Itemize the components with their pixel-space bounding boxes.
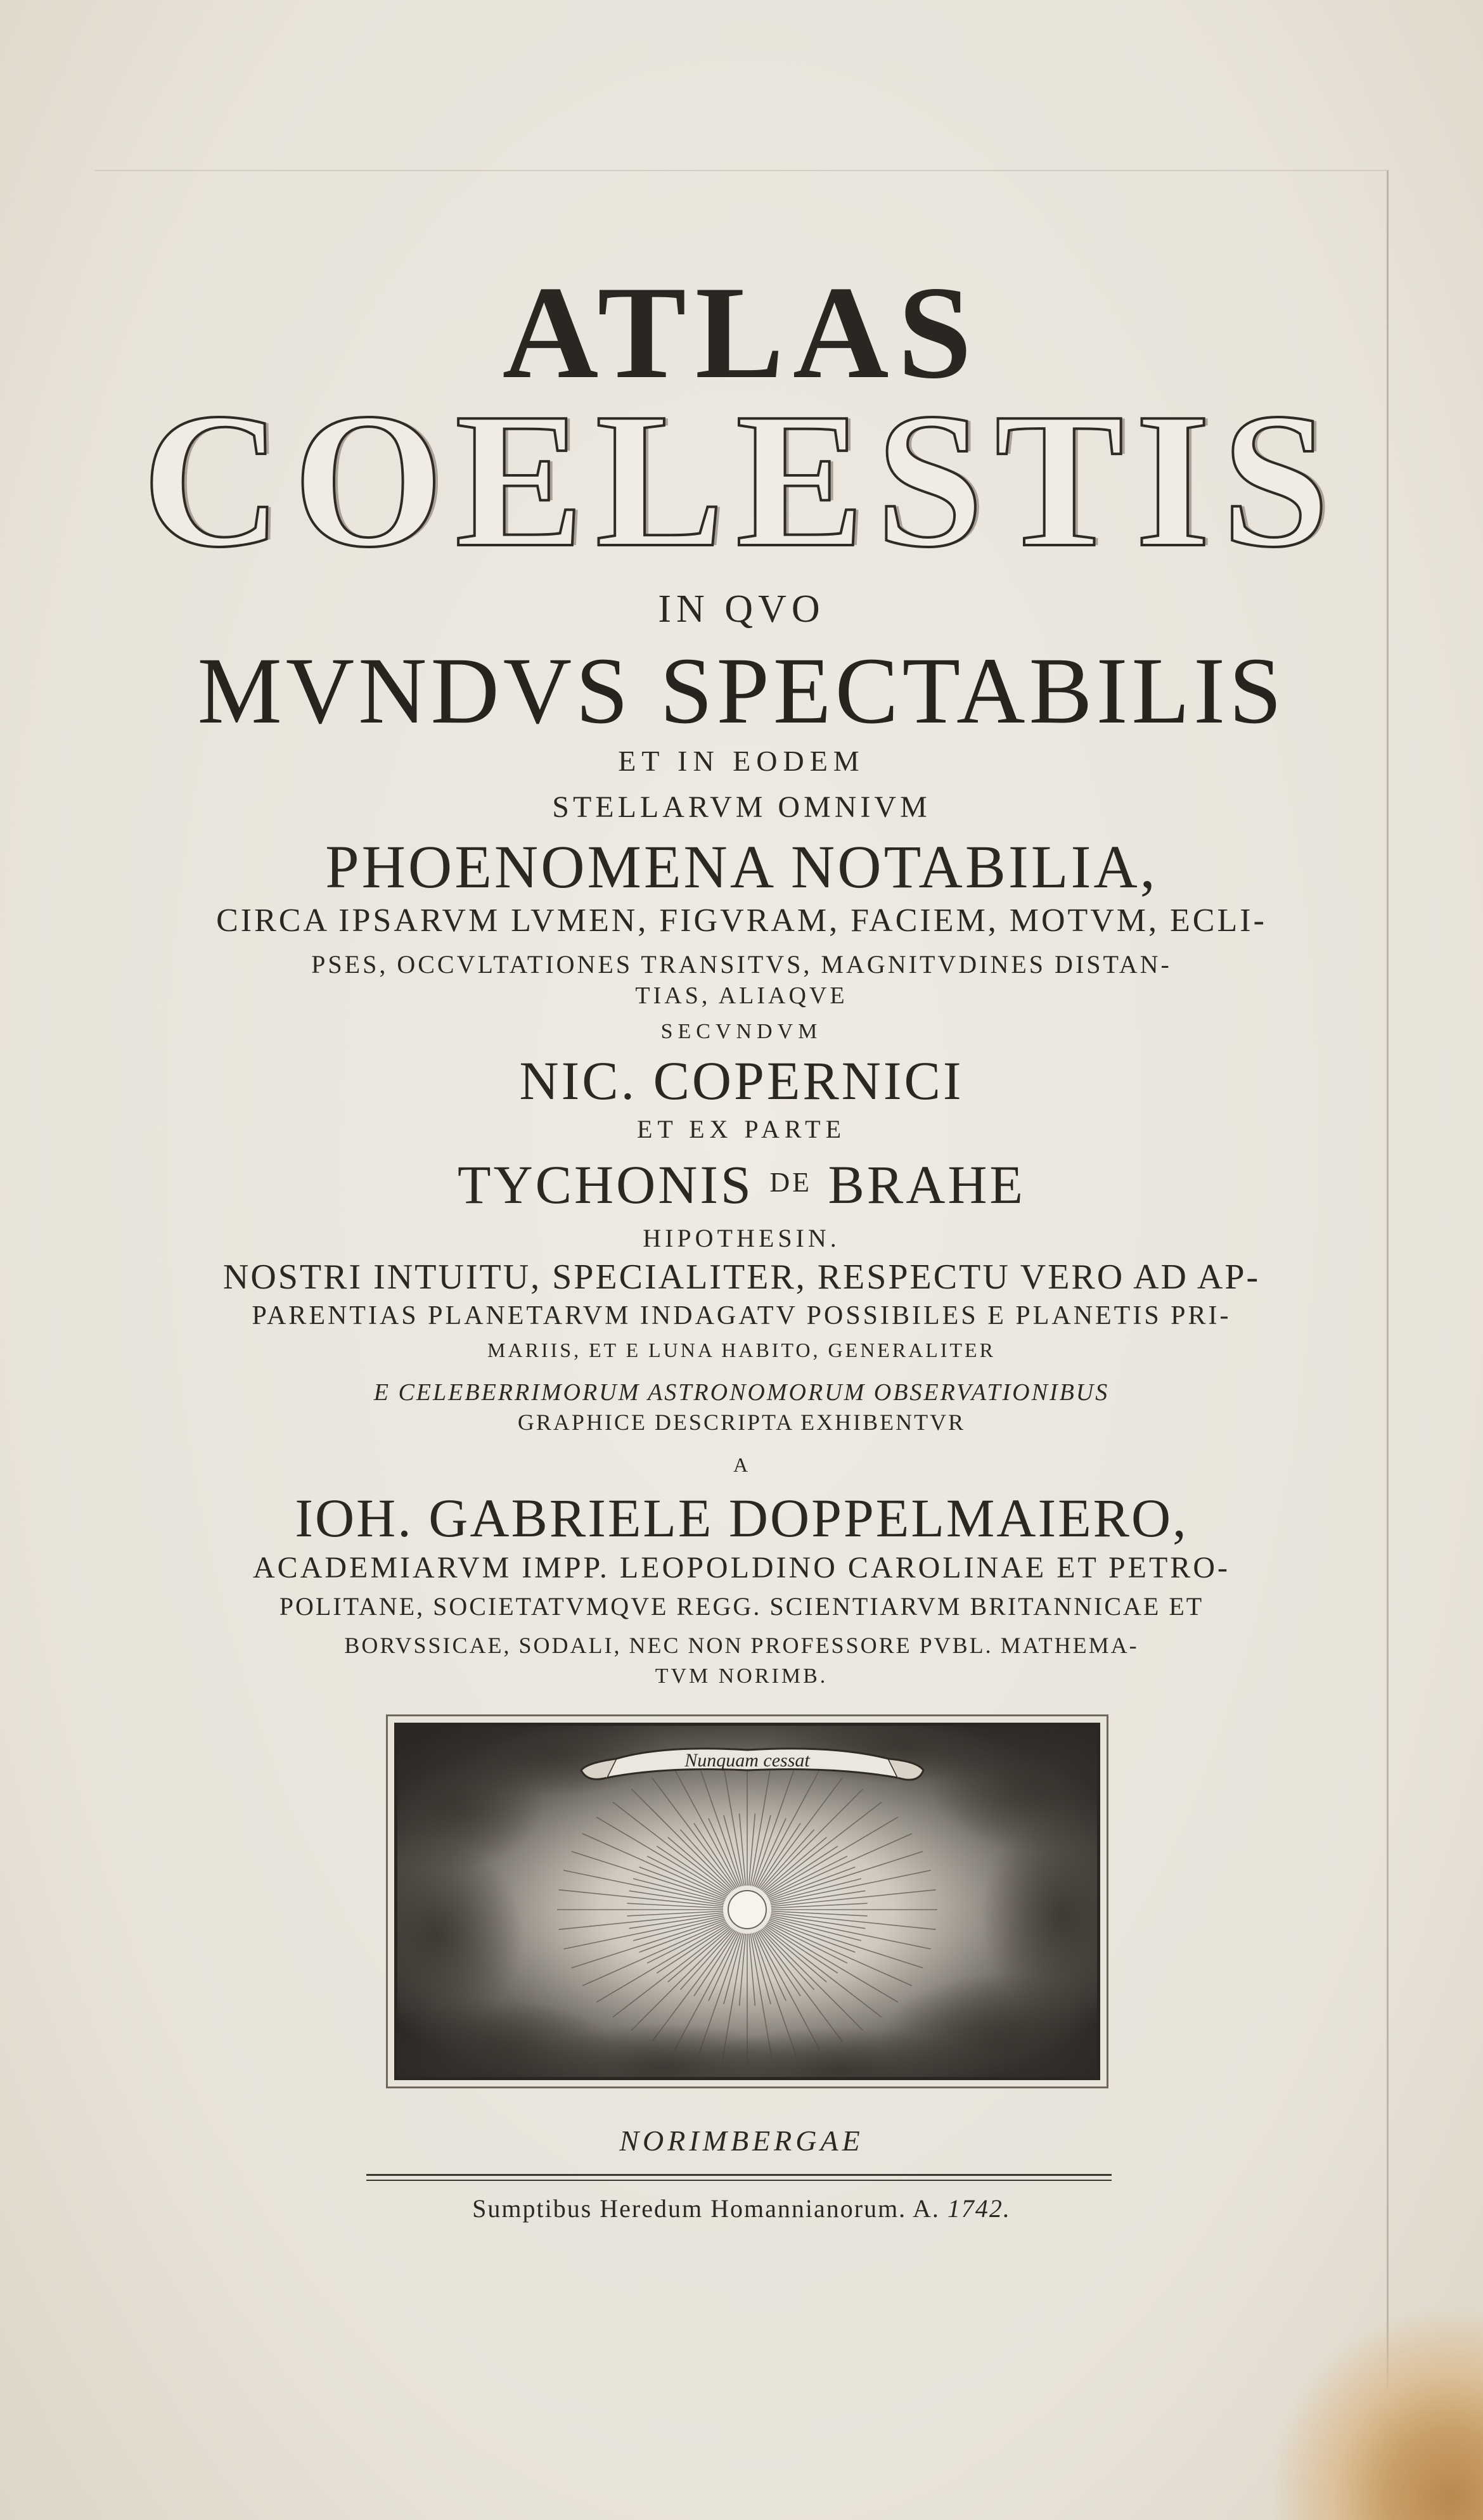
line-author: IOH. GABRIELE DOPPELMAIERO, <box>295 1488 1188 1548</box>
banner-motto: Nunquam cessat <box>684 1750 810 1771</box>
line-hipothesin: HIPOTHESIN. <box>643 1224 840 1252</box>
title-coelestis: COELESTIS <box>142 373 1341 587</box>
line-et-in-eodem: ET IN EODEM <box>618 745 865 777</box>
line-in-quo: IN QVO <box>658 588 825 631</box>
imprint-place: NORIMBERGAE <box>619 2125 864 2157</box>
title-atlas: ATLAS <box>502 259 981 406</box>
imprint-publisher-line <box>0 2196 1483 2221</box>
line-mundus-spectabilis: MVNDVS SPECTABILIS <box>197 638 1286 743</box>
word-tychonis: TYCHONIS <box>458 1154 754 1215</box>
line-academ-3: BORVSSICAE, SODALI, NEC NON PROFESSORE PVBL. MATHEMA- <box>344 1633 1139 1658</box>
imprint-publisher: Sumptibus Heredum Homannianorum. A. <box>472 2194 940 2223</box>
line-graphice: GRAPHICE DESCRIPTA EXHIBENTVR <box>517 1410 966 1435</box>
line-secundum: SECVNDVM <box>660 1020 823 1043</box>
line-copernici: NIC. COPERNICI <box>519 1050 964 1111</box>
imprint-year: 1742. <box>947 2194 1011 2223</box>
line-tychonis-de-brahe <box>0 1154 1483 1215</box>
line-academ-2: POLITANE, SOCIETATVMQVE REGG. SCIENTIARVM BRITANNICAE ET <box>279 1592 1204 1621</box>
imprint-rule-top <box>366 2174 1112 2176</box>
line-a: A <box>733 1453 750 1476</box>
line-nostri-3: MARIIS, ET E LUNA HABITO, GENERALITER <box>487 1339 996 1361</box>
sun-engraving <box>397 1726 1097 2077</box>
line-academ-1: ACADEMIARVM IMPP. LEOPOLDINO CAROLINAE ET PETRO- <box>253 1551 1230 1585</box>
water-stain <box>1268 2305 1483 2520</box>
line-circa-3: TIAS, ALIAQVE <box>635 982 848 1009</box>
line-academ-4: TVM NORIMB. <box>655 1664 828 1688</box>
word-de: DE <box>769 1167 812 1198</box>
line-et-ex-parte: ET EX PARTE <box>636 1115 847 1143</box>
line-stellarum-omnium: STELLARVM OMNIVM <box>552 790 931 824</box>
line-nostri-2: PARENTIAS PLANETARVM INDAGATV POSSIBILES E PLANETIS PRI- <box>252 1301 1231 1330</box>
line-circa-2: PSES, OCCVLTATIONES TRANSITVS, MAGNITVDINES DISTAN- <box>311 950 1172 979</box>
sun-vignette <box>394 1723 1100 2080</box>
line-phoenomena-notabilia: PHOENOMENA NOTABILIA, <box>325 833 1158 901</box>
line-celeberrimorum: E CELEBERRIMORUM ASTRONOMORUM OBSERVATIONIBUS <box>373 1379 1110 1406</box>
word-brahe: BRAHE <box>828 1154 1025 1215</box>
line-nostri-1: NOSTRI INTUITU, SPECIALITER, RESPECTU VERO AD AP- <box>222 1257 1261 1297</box>
line-circa-1: CIRCA IPSARVM LVMEN, FIGVRAM, FACIEM, MOTVM, ECLI- <box>216 903 1267 939</box>
imprint-rule-bottom <box>366 2180 1112 2181</box>
